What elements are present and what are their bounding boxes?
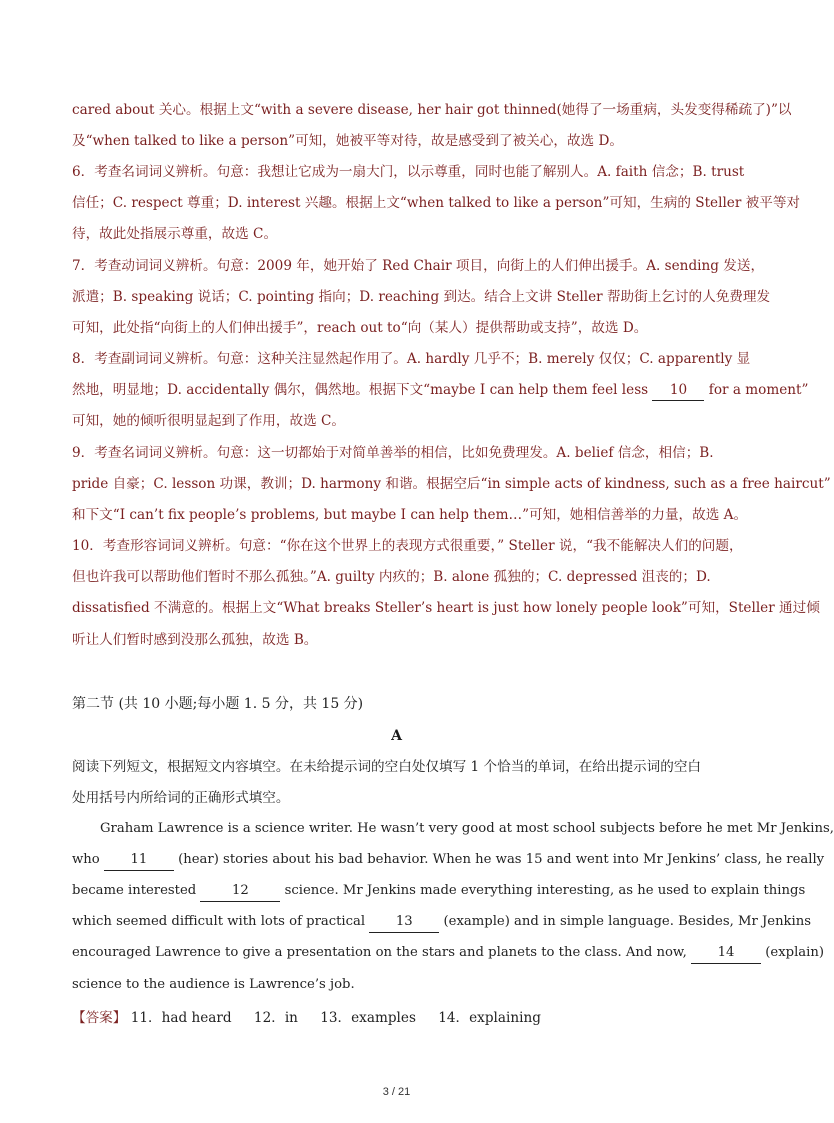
passage-text: (example) and in simple language. Besides, Mr Jenkins	[439, 914, 812, 929]
answer-item: 13．examples	[320, 1010, 416, 1026]
blank-10: 10	[652, 380, 704, 401]
blank-14: 14	[691, 943, 761, 964]
explanation-line: 8．考查副词词义辨析。句意：这种关注显然起作用了。A. hardly 几乎不；B. merely 仅仅；C. apparently 显	[72, 351, 751, 367]
passage-text: became interested	[72, 883, 201, 898]
explanation-line: 可知，此处指“向街上的人们伸出援手”，reach out to“向（某人）提供帮助或支持”，故选 D。	[72, 320, 648, 336]
answer-item: 14．explaining	[438, 1010, 541, 1026]
answer-line	[72, 1008, 559, 1028]
answer-item: 12．in	[253, 1010, 298, 1026]
explanation-line: 及“when talked to like a person”可知，她被平等对待，故是感受到了被关心，故选 D。	[72, 133, 623, 149]
explanation-line: 信任；C. respect 尊重；D. interest 兴趣。根据上文“when talked to like a person”可知，生病的 Steller 被平等对	[72, 195, 801, 211]
passage-line: science to the audience is Lawrence’s job.	[72, 977, 355, 992]
explanation-line: 待，故此处指展示尊重，故选 C。	[72, 226, 278, 242]
explanation-line: 9．考查名词词义辨析。句意：这一切都始于对简单善举的相信，比如免费理发。A. belief 信念，相信；B.	[72, 445, 714, 461]
blank-13: 13	[369, 912, 439, 933]
passage-line	[72, 943, 825, 964]
passage-line	[72, 912, 812, 933]
explanation-line: 听让人们暂时感到没那么孤独，故选 B。	[72, 632, 318, 648]
explanation-line: 但也许我可以帮助他们暂时不那么孤独。”A. guilty 内疚的；B. alone 孤独的；C. depressed 沮丧的；D.	[72, 569, 711, 585]
passage-line	[72, 850, 825, 871]
explanation-text: 然地，明显地；D. accidentally 偶尔，偶然地。根据下文“maybe I can help them feel less	[72, 382, 653, 398]
blank-12: 12	[200, 881, 280, 902]
explanation-line-with-blank	[72, 380, 809, 401]
explanation-line: cared about 关心。根据上文“with a severe disease, her hair got thinned(她得了一场重病，头发变得稀疏了)”以	[72, 102, 792, 118]
passage-text: which seemed difficult with lots of practical	[72, 914, 370, 929]
explanation-tail: for a moment”	[704, 382, 809, 398]
instruction-line: 阅读下列短文，根据短文内容填空。在未给提示词的空白处仅填写 1 个恰当的单词，在给出提示词的空白	[72, 759, 702, 775]
answer-item: 11．had heard	[130, 1010, 232, 1026]
explanation-line: pride 自豪；C. lesson 功课，教训；D. harmony 和谐。根据空后“in simple acts of kindness, such as a free haircut”	[72, 476, 831, 492]
explanation-line: 派遣；B. speaking 说话；C. pointing 指向；D. reaching 到达。结合上文讲 Steller 帮助街上乞讨的人免费理发	[72, 289, 771, 305]
passage-line: Graham Lawrence is a science writer. He wasn’t very good at most school subjects before he met Mr Jenkins,	[100, 821, 834, 836]
explanation-line: 6．考查名词词义辨析。句意：我想让它成为一扇大门，以示尊重，同时也能了解别人。A. faith 信念；B. trust	[72, 164, 745, 180]
passage-text: science. Mr Jenkins made everything interesting, as he used to explain things	[280, 883, 806, 898]
passage-text: (explain)	[761, 945, 825, 960]
section-title: 第二节 (共 10 小题;每小题 1. 5 分，共 15 分)	[72, 696, 364, 712]
passage-label: A	[391, 728, 402, 744]
instruction-line: 处用括号内所给词的正确形式填空。	[72, 790, 290, 806]
explanation-line: dissatisfied 不满意的。根据上文“What breaks Steller’s heart is just how lonely people look”可知，Steller 通过倾	[72, 600, 820, 616]
passage-text: (hear) stories about his bad behavior. When he was 15 and went into Mr Jenkins’ class, he really	[173, 852, 825, 867]
explanation-line: 10．考查形容词词义辨析。句意：“你在这个世界上的表现方式很重要，” Steller 说，“我不能解决人们的问题，	[72, 538, 743, 554]
blank-11: 11	[104, 850, 174, 871]
answer-label: 【答案】	[72, 1010, 127, 1026]
page-number: 3 / 21	[382, 1086, 411, 1098]
passage-line	[72, 881, 806, 902]
passage-text: who	[72, 852, 104, 867]
passage-text: encouraged Lawrence to give a presentation on the stars and planets to the class. And now,	[72, 945, 692, 960]
explanation-line: 可知，她的倾听很明显起到了作用，故选 C。	[72, 413, 346, 429]
explanation-line: 7．考查动词词义辨析。句意：2009 年，她开始了 Red Chair 项目，向街上的人们伸出援手。A. sending 发送，	[72, 258, 765, 274]
explanation-line: 和下文“I can’t fix people’s problems, but maybe I can help them…”可知，她相信善举的力量，故选 A。	[72, 507, 748, 523]
